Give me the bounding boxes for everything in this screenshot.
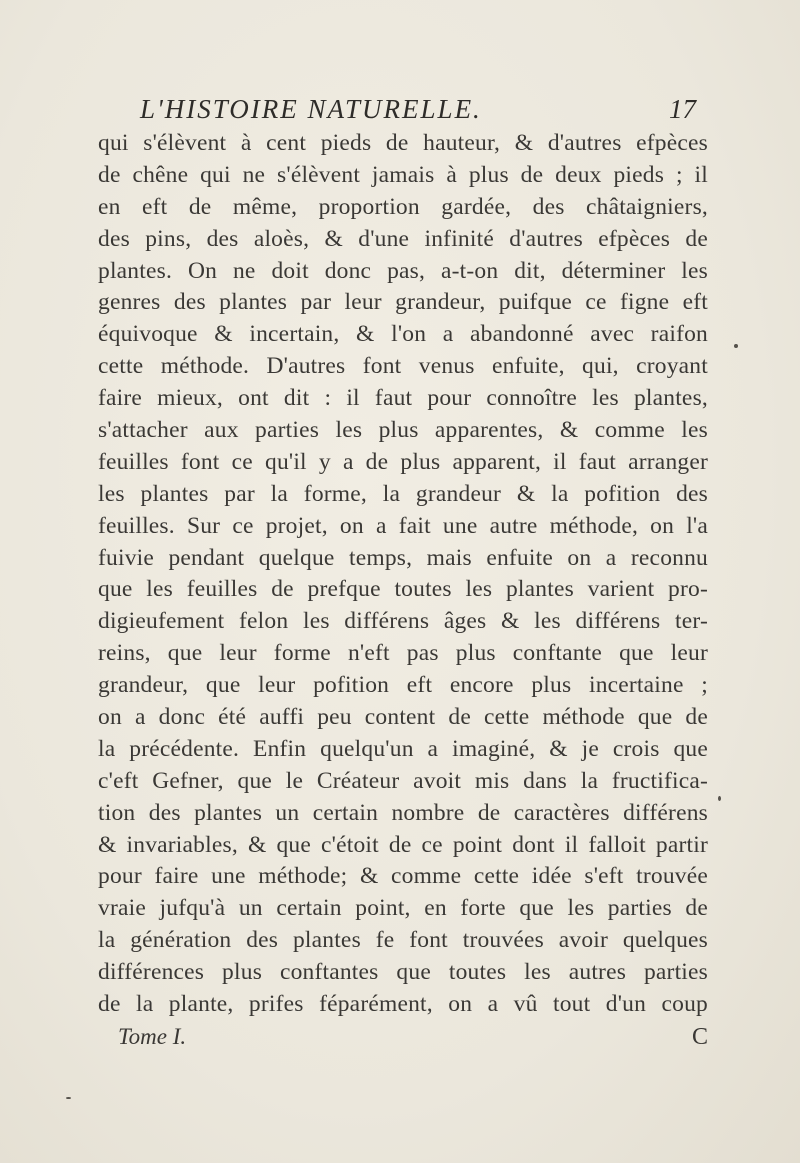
text-line: cette méthode. D'autres font venus enfuite, qui, croyant <box>98 353 708 380</box>
page-number: 17 <box>669 94 696 124</box>
text-line: genres des plantes par leur grandeur, puifque ce figne eft <box>98 289 708 316</box>
text-line: différences plus conftantes que toutes les autres parties <box>98 959 708 986</box>
text-line: reins, que leur forme n'eft pas plus conftante que leur <box>98 640 708 667</box>
text-line: la génération des plantes fe font trouvées avoir quelques <box>98 927 708 954</box>
text-line: la précédente. Enfin quelqu'un a imaginé, & je crois que <box>98 735 708 762</box>
running-title: L'HISTOIRE NATURELLE. <box>140 94 482 124</box>
text-line: qui s'élèvent à cent pieds de hauteur, & d'autres efpèces <box>98 130 708 156</box>
ink-speck <box>66 1097 71 1099</box>
text-line: de la plante, prifes féparément, on a vû tout d'un coup <box>98 991 708 1018</box>
text-line: s'attacher aux parties les plus apparentes, & comme les <box>98 417 708 444</box>
body-text <box>98 128 708 1021</box>
text-line: pour faire une méthode; & comme cette idée s'eft trouvée <box>98 863 708 890</box>
text-line: les plantes par la forme, la grandeur & la pofition des <box>98 480 708 507</box>
text-line: de chêne qui ne s'élèvent jamais à plus de deux pieds ; il <box>98 161 708 188</box>
text-line: tion des plantes un certain nombre de caractères différens <box>98 799 708 826</box>
text-line: feuilles font ce qu'il y a de plus apparent, il faut arranger <box>98 448 708 475</box>
tome-label: Tome I. <box>118 1024 187 1049</box>
text-line: que les feuilles de prefque toutes les plantes varient pro- <box>98 576 708 603</box>
text-line: grandeur, que leur pofition eft encore plus incertaine ; <box>98 672 708 699</box>
page-footer <box>118 1024 708 1058</box>
text-line: des pins, des aloès, & d'une infinité d'autres efpèces de <box>98 225 708 252</box>
text-line: vraie jufqu'à un certain point, en forte que les parties de <box>98 895 708 922</box>
text-line: on a donc été auffi peu content de cette méthode que de <box>98 704 708 731</box>
text-line: c'eft Gefner, que le Créateur avoit mis dans la fructifica- <box>98 767 708 794</box>
signature-mark: C <box>691 1024 708 1050</box>
ink-speck <box>718 796 721 801</box>
text-line: faire mieux, ont dit : il faut pour connoître les plantes, <box>98 385 708 412</box>
text-line: digieufement felon les différens âges & les différens ter- <box>98 608 708 635</box>
text-line: & invariables, & que c'étoit de ce point dont il falloit partir <box>98 831 708 858</box>
text-line: feuilles. Sur ce projet, on a fait une autre méthode, on l'a <box>98 512 708 539</box>
text-line: fuivie pendant quelque temps, mais enfuite on a reconnu <box>98 544 708 571</box>
ink-speck <box>734 344 738 348</box>
text-line: équivoque & incertain, & l'on a abandonné avec raifon <box>98 321 708 348</box>
text-line: plantes. On ne doit donc pas, a-t-on dit, déterminer les <box>98 257 708 284</box>
text-line: en eft de même, proportion gardée, des châtaigniers, <box>98 193 708 220</box>
